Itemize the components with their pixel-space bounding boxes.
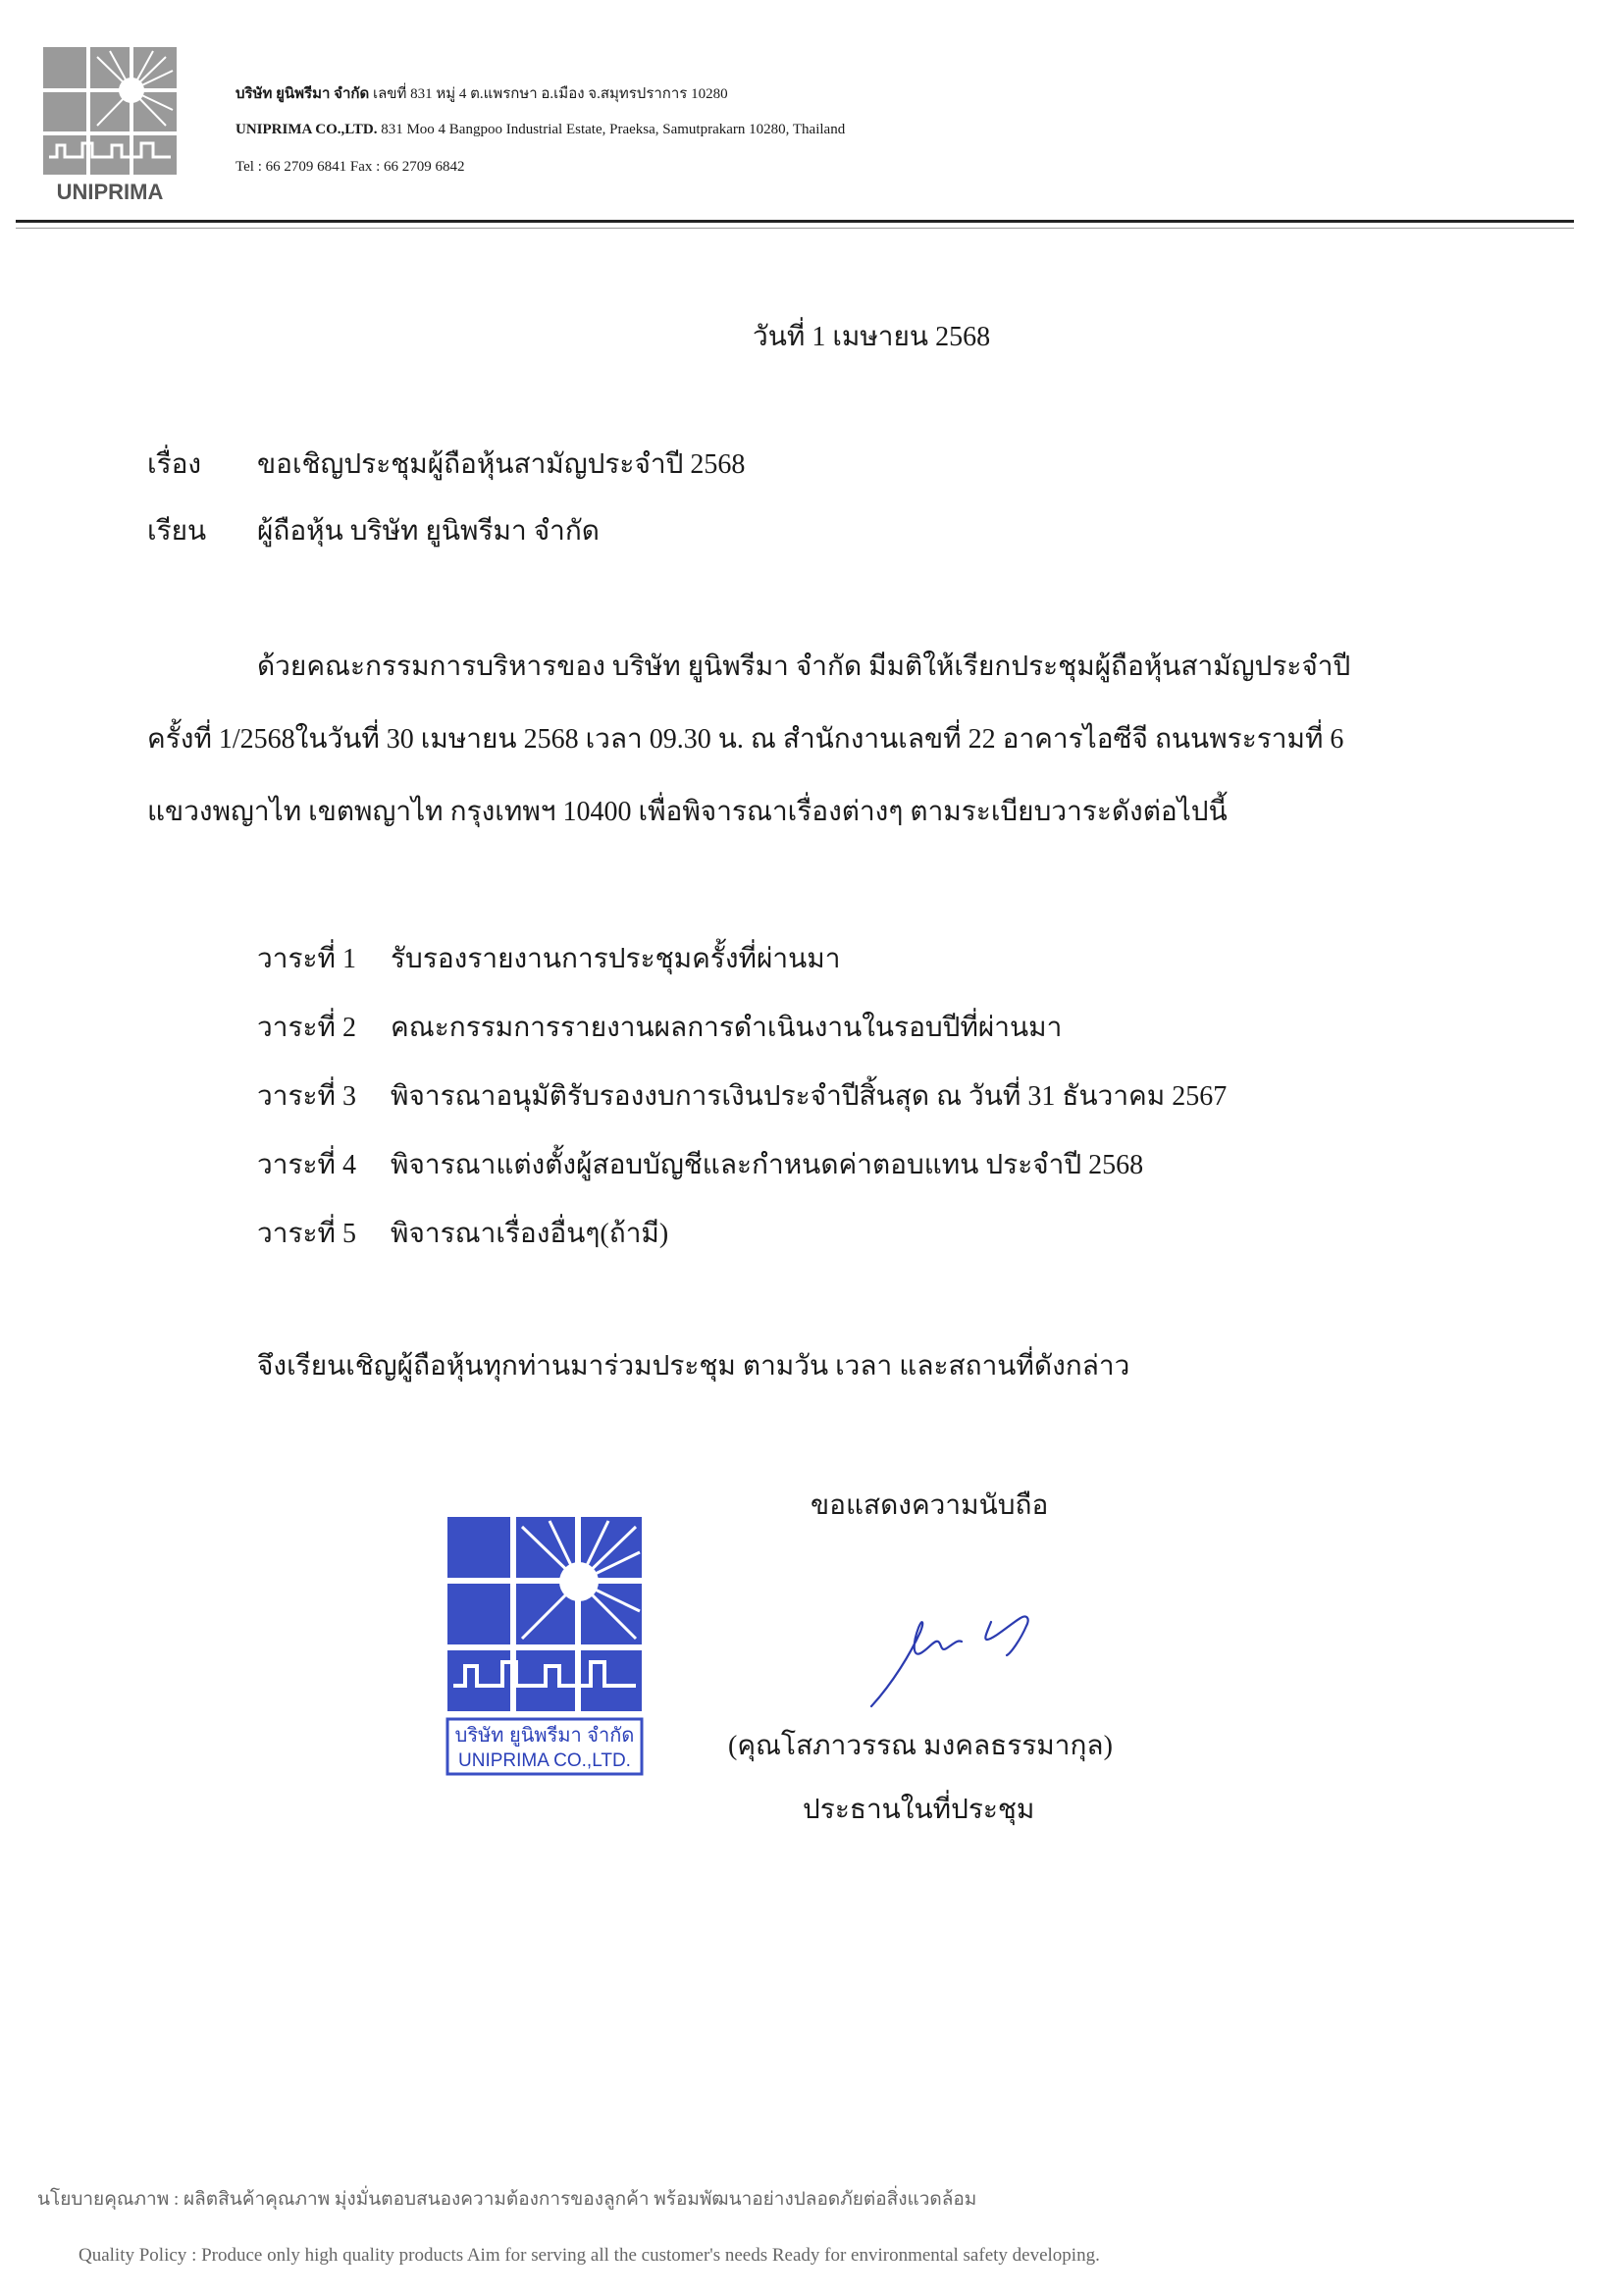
quality-policy-th-text: : ผลิตสินค้าคุณภาพ มุ่งมั่นตอบสนองความต้องการของลูกค้า พร้อมพัฒนาอย่างปลอดภัยต่อสิ่งแวดล้อม [174,2189,977,2210]
company-address-th: เลขที่ 831 หมู่ 4 ต.แพรกษา อ.เมือง จ.สมุทรปราการ 10280 [372,86,728,102]
uniprima-logo-icon [43,47,177,204]
agenda-item-text: พิจารณาแต่งตั้งผู้สอบบัญชีและกำหนดค่าตอบแทน ประจำปี 2568 [391,1150,1144,1180]
company-seal-icon [444,1513,650,1778]
agenda-item-text: พิจารณาเรื่องอื่นๆ(ถ้ามี) [391,1219,669,1249]
agenda-item-text: พิจารณาอนุมัติรับรองงบการเงินประจำปีสิ้นสุด ณ วันที่ 31 ธันวาคม 2567 [391,1081,1228,1112]
letterhead-line-th [236,81,728,105]
quality-policy-th [37,2184,976,2214]
agenda-number: วาระที่ 2 [257,1013,356,1043]
letterhead-line-en [236,122,845,138]
letter-date: วันที่ 1 เมษายน 2568 [753,322,991,352]
company-logo [43,47,177,204]
company-name-en: UNIPRIMA CO.,LTD. [236,122,378,137]
signer-position: ประธานในที่ประชุม [803,1795,1035,1825]
quality-policy-en-text: : Produce only high quality products Aim for serving all the customer's needs Ready for environmental safety developing. [191,2245,1100,2266]
signer-name: (คุณโสภาวรรณ มงคลธรรมากุล) [728,1731,1113,1761]
stamp-text-en: UNIPRIMA CO.,LTD. [458,1750,631,1771]
company-address-en: 831 Moo 4 Bangpoo Industrial Estate, Praeksa, Samutprakarn 10280, Thailand [381,122,846,137]
agenda-number: วาระที่ 1 [257,944,356,974]
company-contact: Tel : 66 2709 6841 Fax : 66 2709 6842 [236,159,465,175]
recipient-text: ผู้ถือหุ้น บริษัท ยูนิพรีมา จำกัด [257,516,600,547]
closing-sentence: จึงเรียนเชิญผู้ถือหุ้นทุกท่านมาร่วมประชุม ตามวัน เวลา และสถานที่ดังกล่าว [257,1351,1130,1382]
agenda-number: วาระที่ 4 [257,1150,356,1180]
recipient-label: เรียน [147,516,207,547]
letterhead-divider-thin [16,228,1574,229]
regards: ขอแสดงความนับถือ [811,1490,1049,1521]
letterhead-divider [16,220,1574,223]
quality-policy-en [79,2245,1100,2267]
body-paragraph-line-1: ด้วยคณะกรรมการบริหารของ บริษัท ยูนิพรีมา จำกัด มีมติให้เรียกประชุมผู้ถือหุ้นสามัญประจำปี [257,652,1351,682]
quality-policy-th-label: นโยบายคุณภาพ [37,2189,170,2210]
agenda-item-text: รับรองรายงานการประชุมครั้งที่ผ่านมา [391,944,841,974]
company-name-th: บริษัท ยูนิพรีมา จำกัด [236,86,370,102]
stamp-text-th: บริษัท ยูนิพรีมา จำกัด [454,1725,635,1747]
logo-wordmark: UNIPRIMA [56,180,164,204]
company-stamp [444,1513,650,1778]
subject-label: เรื่อง [147,449,202,480]
agenda-item-text: คณะกรรมการรายงานผลการดำเนินงานในรอบปีที่ผ่านมา [391,1013,1063,1043]
quality-policy-en-label: Quality Policy [79,2245,187,2266]
body-paragraph-line-2: ครั้งที่ 1/2568ในวันที่ 30 เมษายน 2568 เวลา 09.30 น. ณ สำนักงานเลขที่ 22 อาคารไอซีจี ถนนพระรามที่ 6 [147,724,1344,755]
agenda-number: วาระที่ 5 [257,1219,356,1249]
subject-text: ขอเชิญประชุมผู้ถือหุ้นสามัญประจำปี 2568 [257,449,746,480]
agenda-number: วาระที่ 3 [257,1081,356,1112]
signature [864,1585,1079,1712]
signature-icon [864,1585,1079,1712]
body-paragraph-line-3: แขวงพญาไท เขตพญาไท กรุงเทพฯ 10400 เพื่อพิจารณาเรื่องต่างๆ ตามระเบียบวาระดังต่อไปนี้ [147,797,1228,827]
